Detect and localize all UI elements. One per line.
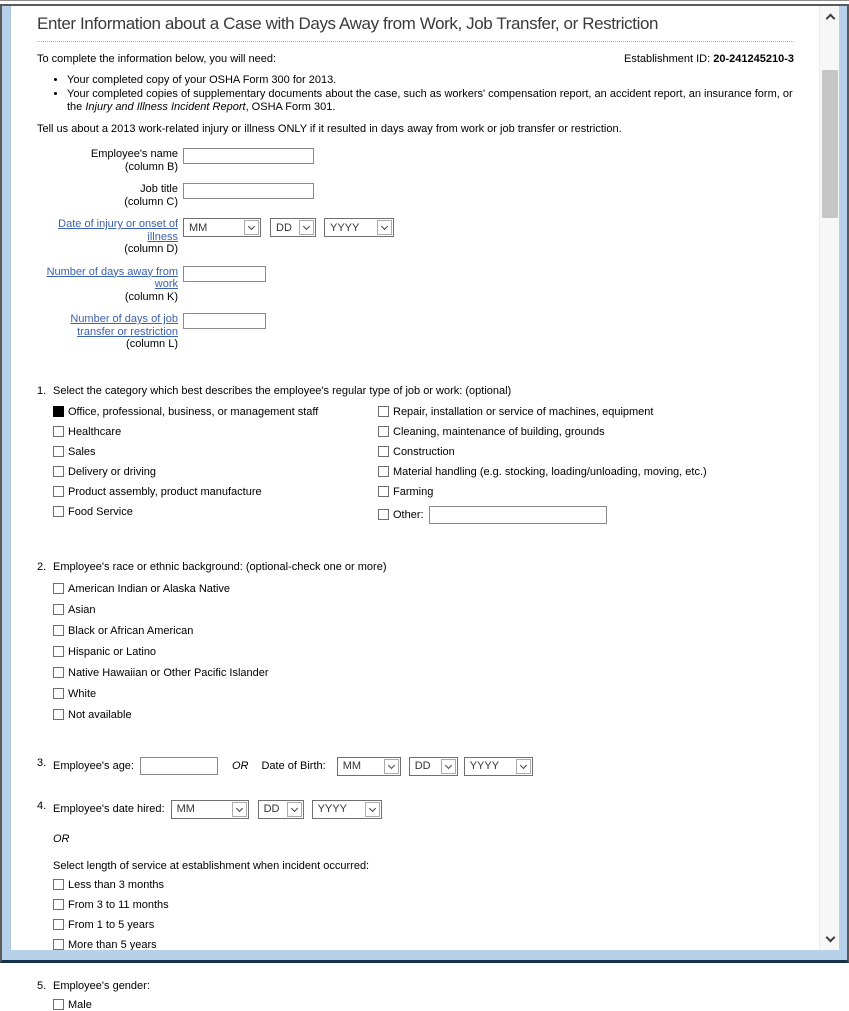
job-category-option (53, 486, 378, 498)
race-option (53, 688, 794, 700)
requirement-text: Your completed copy of your OSHA Form 300 for 2013. (67, 74, 337, 86)
checkbox-less-3-months[interactable] (53, 879, 64, 890)
checkbox-label: Delivery or driving (68, 465, 157, 478)
dropdown-arrow-icon (377, 220, 392, 235)
injury-month-select[interactable]: MM (183, 218, 261, 237)
injury-date-row (37, 218, 794, 256)
question-5 (37, 980, 794, 1011)
checkbox-label: White (68, 687, 97, 700)
column-d-note: (column D) (124, 243, 178, 255)
checkbox-native-hawaiian[interactable] (53, 667, 64, 678)
checkbox-not-available[interactable] (53, 709, 64, 720)
question-5-label: Employee's gender: (53, 979, 150, 992)
checkbox-hispanic[interactable] (53, 646, 64, 657)
job-category-option (53, 506, 378, 518)
job-title-row (37, 183, 794, 208)
injury-year-select[interactable]: YYYY (324, 218, 394, 237)
job-category-option (53, 426, 378, 438)
checkbox-label: Product assembly, product manufacture (68, 485, 262, 498)
job-category-option (378, 466, 794, 478)
job-category-option (378, 406, 794, 418)
checkbox-healthcare[interactable] (53, 426, 64, 437)
question-1 (37, 385, 794, 532)
service-option (53, 899, 794, 911)
checkbox-label: Farming (393, 485, 434, 498)
question-1-left-column (53, 406, 378, 532)
injury-date-link[interactable]: Date of injury or onset of illness (58, 218, 178, 243)
question-4 (37, 800, 794, 959)
job-category-option-other (378, 506, 794, 524)
question-5-number: 5. (37, 979, 47, 992)
bottom-frame-edge (0, 950, 849, 963)
question-4-number: 4. (37, 799, 47, 812)
establishment-id-value: 20-241245210-3 (713, 53, 794, 65)
service-length-label: Select length of service at establishment when incident occurred: (53, 859, 370, 872)
requirement-text-italic: Injury and Illness Incident Report (85, 101, 246, 113)
job-category-option (53, 446, 378, 458)
scrollbar-thumb[interactable] (822, 70, 838, 218)
question-1-label: Select the category which best describes the employee's regular type of job or work: (optional) (53, 384, 512, 397)
checkbox-office-staff[interactable] (53, 406, 64, 417)
question-1-right-column (378, 406, 794, 532)
dropdown-arrow-icon (287, 802, 302, 817)
checkbox-product-assembly[interactable] (53, 486, 64, 497)
race-option (53, 646, 794, 658)
or-text: OR (53, 832, 70, 845)
days-away-row (37, 266, 794, 304)
injury-day-select[interactable]: DD (270, 218, 316, 237)
gender-option (53, 999, 794, 1011)
checkbox-food-service[interactable] (53, 506, 64, 517)
checkbox-other[interactable] (378, 509, 389, 520)
dob-month-select[interactable]: MM (337, 757, 401, 776)
dropdown-arrow-icon (365, 802, 380, 817)
intro-lead-text: To complete the information below, you will need: (37, 53, 277, 65)
checkbox-label: More than 5 years (68, 938, 157, 951)
checkbox-asian[interactable] (53, 604, 64, 615)
checkbox-white[interactable] (53, 688, 64, 699)
days-transfer-row (37, 313, 794, 351)
employee-name-row (37, 148, 794, 173)
checkbox-cleaning[interactable] (378, 426, 389, 437)
checkbox-3-11-months[interactable] (53, 899, 64, 910)
dropdown-arrow-icon (441, 759, 456, 774)
checkbox-label: Not available (68, 708, 132, 721)
service-length-options (53, 879, 794, 951)
job-category-option (378, 426, 794, 438)
checkbox-repair[interactable] (378, 406, 389, 417)
instruction-text: Tell us about a 2013 work-related injury or illness ONLY if it resulted in days away from work or job transfer or restriction. (37, 123, 622, 135)
left-frame-edge (0, 5, 11, 963)
hired-day-select[interactable]: DD (258, 800, 304, 819)
checkbox-label: American Indian or Alaska Native (68, 582, 231, 595)
dob-day-select[interactable]: DD (409, 757, 458, 776)
job-category-option (53, 466, 378, 478)
service-option (53, 919, 794, 931)
checkbox-label: From 3 to 11 months (68, 898, 169, 911)
date-hired-label: Employee's date hired: (53, 803, 165, 815)
dob-label: Date of Birth: (261, 760, 326, 772)
gender-options (53, 999, 794, 1011)
checkbox-label: Asian (68, 603, 96, 616)
or-text: OR (231, 760, 249, 772)
employee-name-label: Employee's name (column B) (90, 148, 178, 173)
days-transfer-input[interactable] (183, 313, 266, 329)
dropdown-arrow-icon (516, 759, 531, 774)
checkbox-label: Hispanic or Latino (68, 645, 157, 658)
hired-month-select[interactable]: MM (171, 800, 249, 819)
scroll-up-arrow-icon[interactable] (820, 8, 840, 26)
right-frame-edge (839, 5, 849, 963)
dob-year-select[interactable]: YYYY (464, 757, 533, 776)
checkbox-label: Repair, installation or service of machines, equipment (393, 405, 654, 418)
checkbox-label: Material handling (e.g. stocking, loading/unloading, moving, etc.) (393, 465, 707, 478)
requirements-list (67, 74, 794, 114)
checkbox-label: Cleaning, maintenance of building, grounds (393, 425, 605, 438)
checkbox-male[interactable] (53, 999, 64, 1010)
question-1-number: 1. (37, 384, 47, 397)
checkbox-material-handling[interactable] (378, 466, 389, 477)
checkbox-delivery[interactable] (53, 466, 64, 477)
question-2-label: Employee's race or ethnic background: (optional-check one or more) (53, 560, 387, 573)
top-frame-edge (0, 0, 849, 6)
checkbox-construction[interactable] (378, 446, 389, 457)
days-transfer-link[interactable]: Number of days of job transfer or restriction (70, 313, 178, 338)
checkbox-label: Black or African American (68, 624, 194, 637)
service-option (53, 939, 794, 951)
age-label: Employee's age: (53, 760, 134, 772)
question-2 (37, 561, 794, 730)
race-option (53, 604, 794, 616)
checkbox-label: Food Service (68, 505, 133, 518)
column-c-note: (column C) (124, 195, 178, 208)
question-2-number: 2. (37, 560, 47, 573)
checkbox-label: Less than 3 months (68, 878, 165, 891)
job-category-option (378, 486, 794, 498)
requirement-item (67, 88, 794, 114)
hired-year-select[interactable]: YYYY (312, 800, 382, 819)
checkbox-american-indian[interactable] (53, 583, 64, 594)
days-away-link[interactable]: Number of days away from work (46, 265, 178, 290)
race-option (53, 709, 794, 721)
checkbox-label: Office, professional, business, or management staff (68, 405, 319, 418)
question-3 (37, 757, 794, 776)
form-panel (11, 6, 819, 1011)
checkbox-label: Native Hawaiian or Other Pacific Islander (68, 666, 269, 679)
checkbox-label: From 1 to 5 years (68, 918, 155, 931)
checkbox-farming[interactable] (378, 486, 389, 497)
column-k-note: (column K) (124, 290, 178, 303)
checkbox-label: Construction (393, 445, 455, 458)
checkbox-sales[interactable] (53, 446, 64, 457)
job-category-option (378, 446, 794, 458)
intro-row (37, 53, 794, 65)
dropdown-arrow-icon (299, 220, 314, 235)
job-title-input[interactable] (183, 183, 314, 199)
establishment-id (624, 53, 794, 65)
dropdown-arrow-icon (232, 802, 247, 817)
employee-name-input[interactable] (183, 148, 314, 164)
checkbox-label: Other: (393, 508, 424, 521)
days-away-input[interactable] (183, 266, 266, 282)
page-title: Enter Information about a Case with Days Away from Work, Job Transfer, or Restriction (37, 14, 794, 42)
race-option (53, 667, 794, 679)
vertical-scrollbar[interactable] (819, 6, 839, 950)
establishment-id-label: Establishment ID: (623, 53, 711, 65)
requirement-text: Your completed copies of supplementary documents about the case, such as workers' compensation report, an accident report, an insurance form, or the (67, 88, 793, 113)
column-b-note: (column B) (124, 160, 178, 173)
checkbox-black[interactable] (53, 625, 64, 636)
service-option (53, 879, 794, 891)
checkbox-label: Healthcare (68, 425, 122, 438)
requirement-text: , OSHA Form 301. (245, 101, 336, 113)
job-title-label: Job title (column C) (124, 183, 178, 208)
race-options (53, 583, 794, 721)
top-fields (37, 148, 794, 351)
dropdown-arrow-icon (244, 220, 259, 235)
requirement-item (67, 74, 794, 87)
checkbox-more-5-years[interactable] (53, 939, 64, 950)
race-option (53, 583, 794, 595)
race-option (53, 625, 794, 637)
job-category-option (53, 406, 378, 418)
checkbox-label: Male (68, 998, 92, 1011)
checkbox-label: Sales (68, 445, 96, 458)
dropdown-arrow-icon (384, 759, 399, 774)
checkbox-1-5-years[interactable] (53, 919, 64, 930)
employee-age-input[interactable] (140, 757, 218, 775)
scroll-down-arrow-icon[interactable] (820, 930, 840, 948)
column-l-note: (column L) (126, 338, 178, 350)
other-category-input[interactable] (429, 506, 607, 524)
question-3-number: 3. (37, 756, 47, 769)
